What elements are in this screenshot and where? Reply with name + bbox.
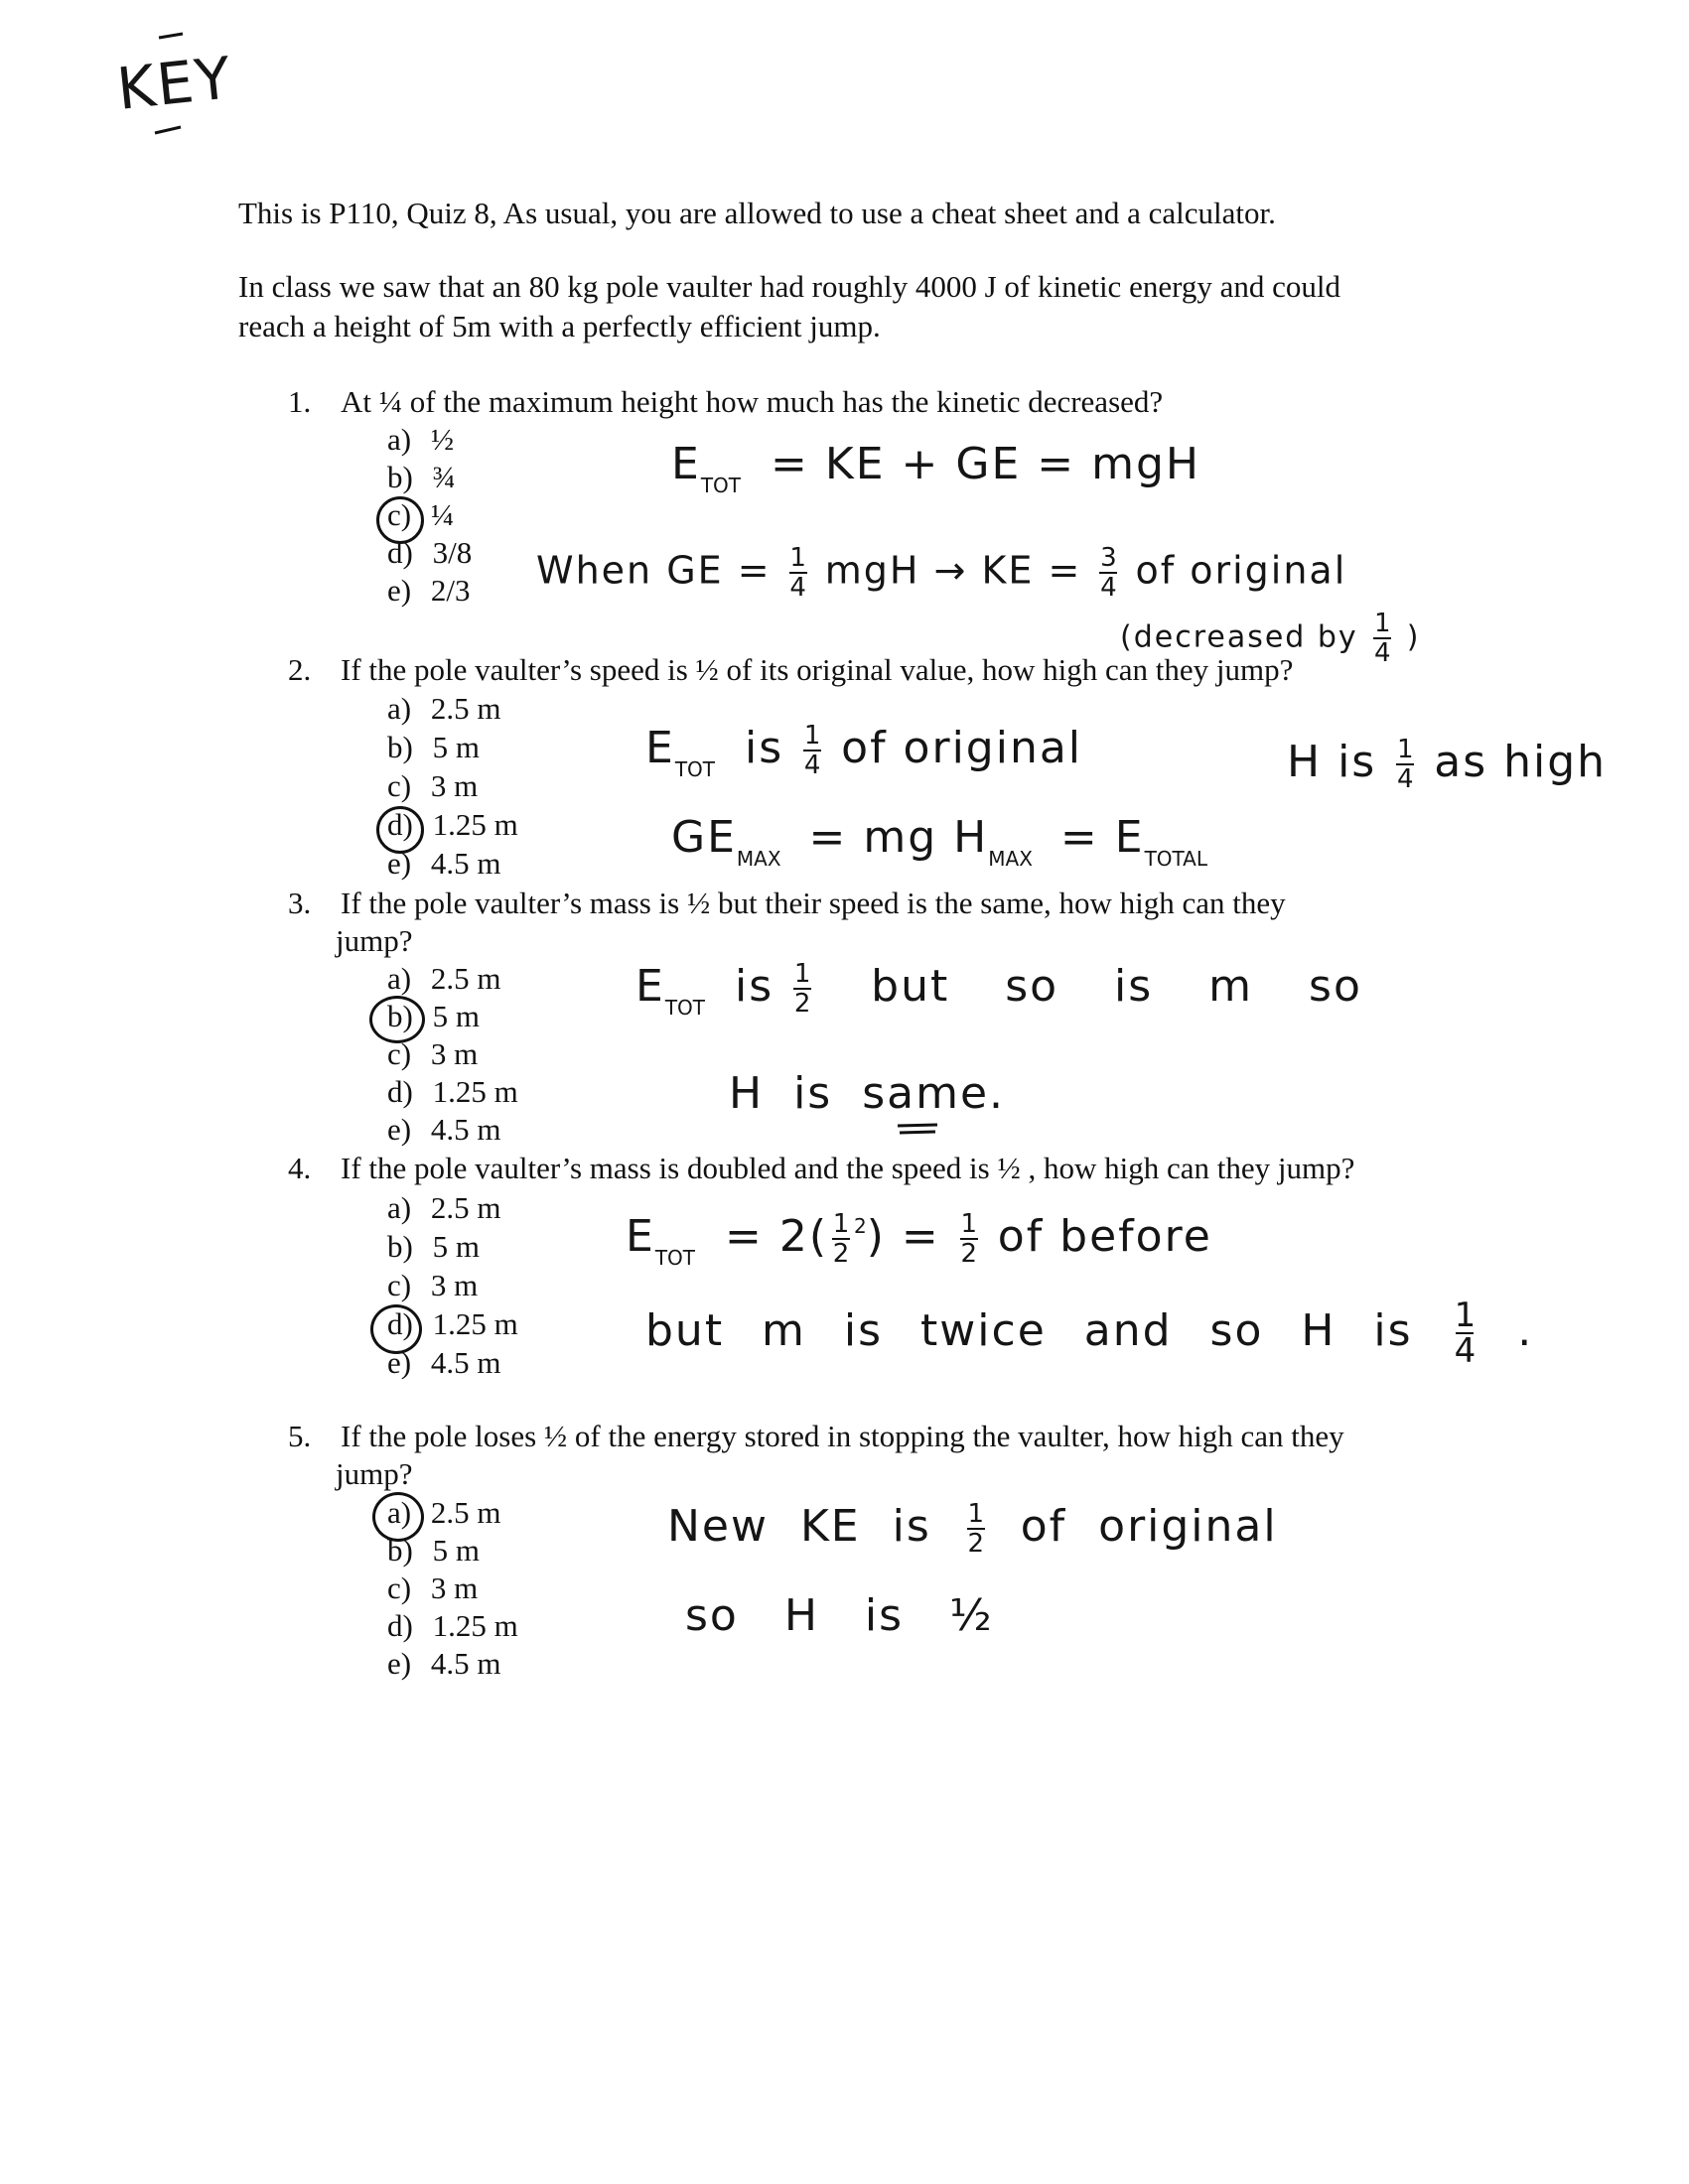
hw-text: GE xyxy=(671,812,737,863)
q2-answer-circle xyxy=(376,806,424,854)
question-text: If the pole vaulter’s mass is ½ but their speed is the same, how high can they xyxy=(341,886,1286,920)
option-value: 3 m xyxy=(430,1036,479,1071)
hw-subscript: TOT xyxy=(664,996,705,1020)
option-letter: e) xyxy=(387,1646,412,1681)
question-number: 3. xyxy=(288,886,312,920)
option-letter: b) xyxy=(387,1533,413,1568)
hw-subscript: TOT xyxy=(700,474,741,497)
question-number: 4. xyxy=(288,1151,312,1185)
q5-option-d[interactable] xyxy=(387,1607,518,1645)
hw-text: but so is m so xyxy=(871,961,1362,1012)
hw-text: so H is ½ xyxy=(685,1590,994,1641)
option-value: 2.5 m xyxy=(430,1190,501,1225)
q4-work-line1 xyxy=(626,1209,1212,1270)
option-letter: a) xyxy=(387,422,412,457)
option-value: 5 m xyxy=(432,730,480,764)
option-letter: a) xyxy=(387,1190,412,1225)
hw-text: mgH → KE = xyxy=(824,548,1082,593)
option-value: 5 m xyxy=(432,999,480,1033)
option-value: 1.25 m xyxy=(432,1306,518,1341)
hw-text: ) = xyxy=(866,1211,940,1262)
hw-fraction: $\frac{1}{4}$ xyxy=(1454,1296,1477,1371)
option-value: 2/3 xyxy=(430,573,471,608)
option-value: 2.5 m xyxy=(430,1495,501,1530)
q5-option-e[interactable] xyxy=(387,1645,500,1683)
hw-text: (decreased by xyxy=(1120,619,1358,655)
hw-text: . xyxy=(1517,1305,1534,1356)
context-line-1: In class we saw that an 80 kg pole vaulter had roughly 4000 J of kinetic energy and could xyxy=(238,269,1340,304)
option-letter: d) xyxy=(387,535,413,570)
option-value: 1.25 m xyxy=(432,807,518,842)
question-number: 2. xyxy=(288,652,312,687)
option-letter: d) xyxy=(387,807,413,842)
option-value: 3 m xyxy=(430,1268,479,1302)
question-number: 5. xyxy=(288,1419,312,1453)
hw-subscript: MAX xyxy=(736,847,781,871)
question-text: If the pole vaulter’s mass is doubled and the speed is ½ , how high can they jump? xyxy=(341,1151,1355,1185)
option-letter: d) xyxy=(387,1608,413,1643)
hw-text: as high xyxy=(1434,737,1608,787)
hw-text: H is xyxy=(1287,737,1377,787)
hw-fraction: $\frac{1}{4}$ xyxy=(789,543,806,603)
q3-option-a[interactable] xyxy=(387,960,500,998)
option-value: ¾ xyxy=(432,460,456,494)
option-value: 5 m xyxy=(432,1533,480,1568)
q2-work-right xyxy=(1287,735,1608,794)
hw-subscript: MAX xyxy=(988,847,1033,871)
question-2 xyxy=(288,651,1293,689)
q4-option-a[interactable] xyxy=(387,1189,500,1227)
q1-option-b[interactable] xyxy=(387,459,456,496)
hw-fraction: $\frac{1}{4}$ xyxy=(1396,735,1414,794)
hw-fraction: $\frac{3}{4}$ xyxy=(1100,543,1117,603)
q5-answer-circle xyxy=(372,1492,424,1542)
hw-text: When GE = xyxy=(536,548,772,593)
option-letter: e) xyxy=(387,846,412,881)
question-5 xyxy=(288,1418,1344,1455)
option-value: 4.5 m xyxy=(430,1646,501,1681)
q4-answer-circle xyxy=(370,1304,422,1354)
hw-text: = 2( xyxy=(725,1211,829,1262)
q1-option-a[interactable] xyxy=(387,421,454,459)
option-letter: d) xyxy=(387,1074,413,1109)
option-letter: b) xyxy=(387,460,413,494)
hw-text: E xyxy=(645,723,675,773)
question-text: If the pole vaulter’s speed is ½ of its original value, how high can they jump? xyxy=(341,652,1294,687)
q5-work-line1 xyxy=(667,1499,1278,1559)
hw-superscript: 2 xyxy=(854,1214,867,1238)
q2-work-line2 xyxy=(671,812,1208,871)
hw-text: H is same. xyxy=(729,1068,1006,1119)
option-value: 1.25 m xyxy=(432,1608,518,1643)
option-letter: b) xyxy=(387,1229,413,1264)
option-letter: a) xyxy=(387,1495,412,1530)
option-value: 3 m xyxy=(430,1570,479,1605)
hw-subscript: TOTAL xyxy=(1144,847,1208,871)
option-letter: c) xyxy=(387,768,412,803)
question-1 xyxy=(288,383,1163,421)
context-line-2: reach a height of 5m with a perfectly efficient jump. xyxy=(238,309,881,343)
intro-line: This is P110, Quiz 8, As usual, you are allowed to use a cheat sheet and a calculator. xyxy=(238,196,1276,230)
hw-text: = mg H xyxy=(808,812,989,863)
hw-fraction: $\frac{1}{2}$ xyxy=(793,959,811,1019)
q5-work-line2 xyxy=(685,1590,994,1641)
q4-option-b[interactable] xyxy=(387,1228,480,1266)
question-text: If the pole loses ½ of the energy stored in stopping the vaulter, how high can they xyxy=(341,1419,1344,1453)
hw-fraction: $\frac{1}{4}$ xyxy=(803,721,821,780)
q1-option-e[interactable] xyxy=(387,572,470,610)
question-3-cont: jump? xyxy=(336,923,413,958)
hw-text: = KE + GE = mgH xyxy=(771,439,1200,489)
key-mark-text: KEY xyxy=(113,44,236,123)
q2-work-line1 xyxy=(645,721,1083,781)
option-letter: e) xyxy=(387,1345,412,1380)
option-value: 3/8 xyxy=(432,535,473,570)
hw-text: of before xyxy=(997,1211,1212,1262)
q5-option-c[interactable] xyxy=(387,1570,478,1607)
option-value: 5 m xyxy=(432,1229,480,1264)
hw-text: ) xyxy=(1406,619,1421,655)
q3-work-line1 xyxy=(635,959,1362,1020)
hw-text: is xyxy=(735,961,774,1012)
option-letter: e) xyxy=(387,573,412,608)
q4-work-line2 xyxy=(645,1296,1534,1371)
q1-answer-circle xyxy=(376,496,424,544)
question-4 xyxy=(288,1150,1354,1187)
q3-option-d[interactable] xyxy=(387,1073,518,1111)
key-underline-marks xyxy=(149,30,228,149)
hw-text: of original xyxy=(841,723,1083,773)
q2-option-b[interactable] xyxy=(387,729,480,766)
q3-option-e[interactable] xyxy=(387,1111,500,1149)
q2-option-c[interactable] xyxy=(387,767,478,805)
option-value: 4.5 m xyxy=(430,1112,501,1147)
hw-subscript: TOT xyxy=(674,757,715,781)
hw-text: E xyxy=(635,961,665,1012)
option-value: ¼ xyxy=(430,497,455,532)
hw-fraction: $\frac{1}{2}$ xyxy=(960,1209,978,1269)
option-value: 1.25 m xyxy=(432,1074,518,1109)
hw-subscript: TOT xyxy=(654,1246,695,1270)
option-value: 2.5 m xyxy=(430,691,501,726)
option-letter: e) xyxy=(387,1112,412,1147)
hw-fraction: $\frac{1}{2}$ xyxy=(832,1209,850,1269)
option-value: 4.5 m xyxy=(430,1345,501,1380)
option-value: ½ xyxy=(430,422,455,457)
option-letter: a) xyxy=(387,691,412,726)
q1-work-line1 xyxy=(671,439,1200,497)
hw-text: E xyxy=(671,439,701,489)
hw-fraction: $\frac{1}{4}$ xyxy=(1373,609,1391,668)
option-value: 3 m xyxy=(430,768,479,803)
hw-text: E xyxy=(626,1211,655,1262)
q1-work-line2 xyxy=(536,543,1347,603)
hw-fraction: $\frac{1}{2}$ xyxy=(967,1499,985,1559)
hw-text: of original xyxy=(1020,1501,1278,1552)
hw-text: New KE is xyxy=(667,1501,931,1552)
option-letter: c) xyxy=(387,1268,412,1302)
option-letter: b) xyxy=(387,999,413,1033)
hw-text: but m is twice and so H is xyxy=(645,1305,1413,1356)
option-letter: d) xyxy=(387,1306,413,1341)
option-letter: b) xyxy=(387,730,413,764)
option-value: 4.5 m xyxy=(430,846,501,881)
option-letter: a) xyxy=(387,961,412,996)
option-letter: c) xyxy=(387,497,412,532)
question-number: 1. xyxy=(288,384,312,419)
hw-text: is xyxy=(745,723,784,773)
question-text: At ¼ of the maximum height how much has the kinetic decreased? xyxy=(341,384,1164,419)
q3-same-underline xyxy=(894,1120,953,1140)
question-3 xyxy=(288,885,1286,922)
hw-text: = E xyxy=(1059,812,1145,863)
option-letter: c) xyxy=(387,1570,412,1605)
q3-answer-circle xyxy=(369,996,425,1043)
q2-option-a[interactable] xyxy=(387,690,500,728)
q4-option-c[interactable] xyxy=(387,1267,478,1304)
option-value: 2.5 m xyxy=(430,961,501,996)
option-letter: c) xyxy=(387,1036,412,1071)
hw-text: of original xyxy=(1135,548,1347,593)
question-5-cont: jump? xyxy=(336,1456,413,1491)
q3-work-line2 xyxy=(729,1068,1005,1119)
